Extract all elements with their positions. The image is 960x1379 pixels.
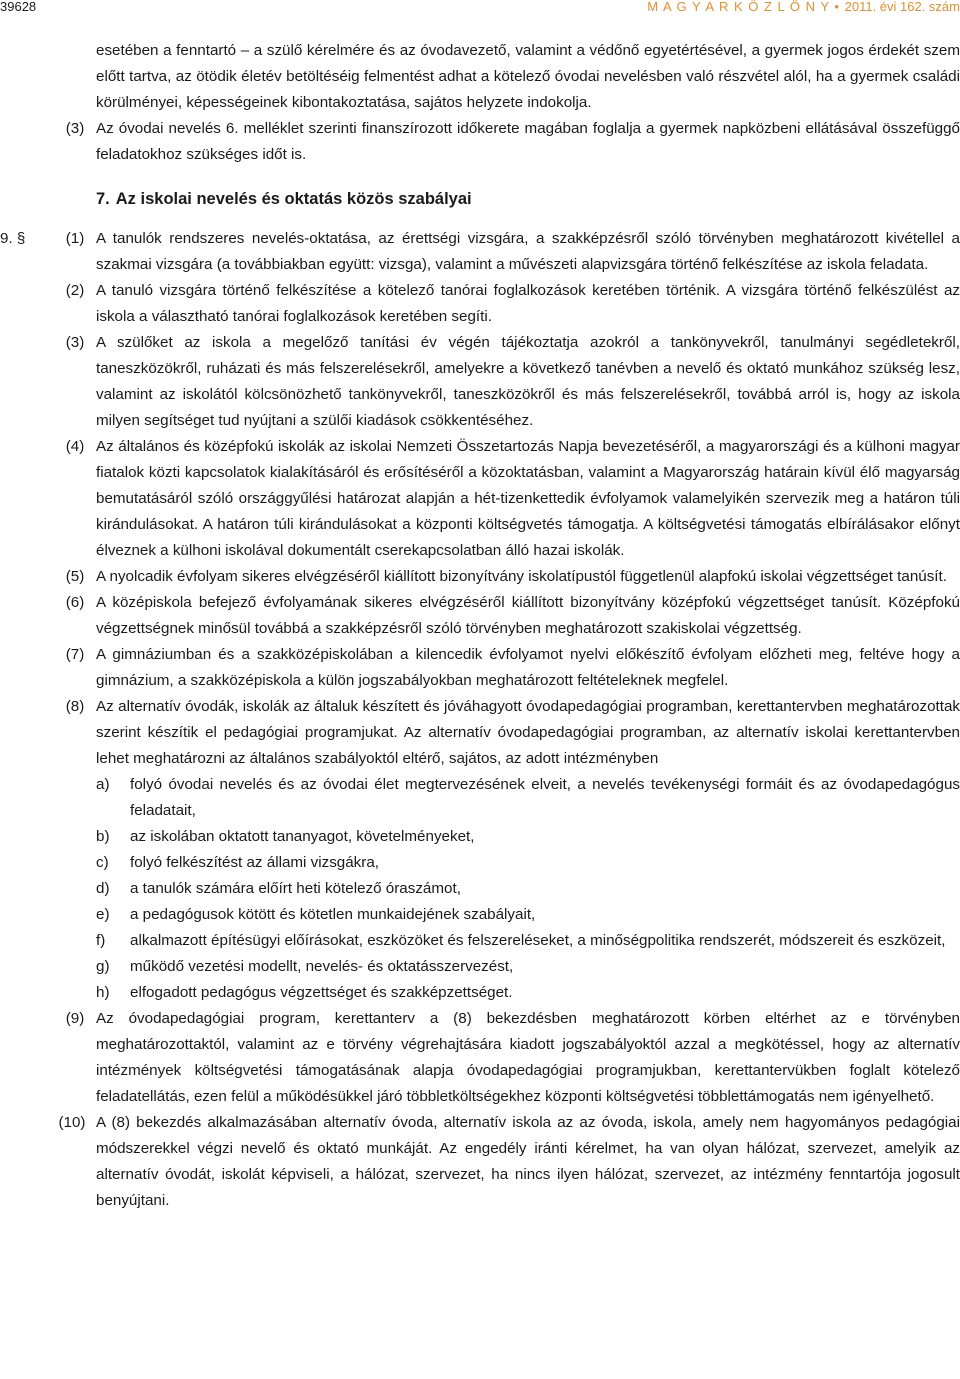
item-label: d) [96,880,110,897]
paragraph-number: (5) [65,568,85,585]
list-item [96,850,960,876]
item-text: folyó óvodai nevelés és az óvodai élet megtervezésének elveit, a nevelés tevékenységi formáit és az óvodapedagógus feladatait, [130,776,960,819]
document-body [0,38,960,1214]
list-item [96,928,960,954]
paragraph-3-intro [0,116,960,168]
item-label: a) [96,776,110,793]
article-9-paragraph-1 [0,226,960,278]
paragraph-text: A középiskola befejező évfolyamának sikeres elvégzéséről kiállított bizonyítvány középfokú végzettséget tanúsít. Középfokú végzettségnek minősül továbbá a szakképzésről szóló törvényben meghatározott szakiskolai végzettség. [96,594,960,637]
section-number: 7. [96,190,110,208]
paragraph-number: (3) [65,120,85,137]
paragraph-number: (7) [65,646,85,663]
paragraph-text: A (8) bekezdés alkalmazásában alternatív óvoda, alternatív iskola az az óvoda, iskola, amely nem hagyományos pedagógiai módszerekkel végzi nevelő és oktató munkáját. Az engedély iránti kérelmet, ha van olyan hálózat, szervezet, amelyik az alternatív óvodát, iskolát képviseli, a hálózat, szervezet, ha nincs ilyen hálózat, szervezet, az intézmény fenntartója jogosult benyújtani. [96,1114,960,1209]
list-item [96,980,960,1006]
paragraph-text: A tanuló vizsgára történő felkészítése a kötelező tanórai foglalkozások keretében történik. A vizsgára történő felkészülést az iskola a választható tanórai foglalkozások keretében segíti. [96,282,960,325]
paragraph-text: Az általános és középfokú iskolák az iskolai Nemzeti Összetartozás Napja bevezetéséről, a magyarországi és a külhoni magyar fiatalok közti kapcsolatok kialakításáról és erősítéséről a közoktatásban, valamint a Magyarország határain kívül élő magyarság bemutatásáról szóló országgyűlési határozat alapján a hét-tizenkettedik évfolyamok valamelyikén szervezik meg a határon túli kirándulásokat. A határon túli kirándulásokat a központi költségvetés támogatja. A költségvetési támogatás elbírálásakor előnyt élveznek a külhoni iskolával dokumentált cserekapcsolatban álló hazai iskolák. [96,438,960,559]
enumerated-list [96,772,960,1006]
paragraph-number: (3) [65,334,85,351]
article-9-paragraph-2 [0,278,960,330]
list-item [96,876,960,902]
item-label: f) [96,932,106,949]
list-item [96,902,960,928]
journal-title [647,0,960,14]
intro-continuation: esetében a fenntartó – a szülő kérelmére és az óvodavezető, valamint a védőnő egyetértésével, a gyermek jogos érdekét szem előtt tartva, az ötödik életév betöltéséig felmentést adhat a kötelező óvodai nevelésben való részvétel alól, ha a gyermek családi körülményei, képességeinek kibontakoztatása, sajátos helyzete indokolja. [96,42,960,111]
list-item [96,954,960,980]
paragraph-number: (1) [65,230,85,247]
item-text: a tanulók számára előírt heti kötelező óraszámot, [130,880,461,897]
article-marker: 9. § [0,230,26,247]
page-header [0,0,960,20]
paragraph-number: (10) [58,1114,86,1131]
list-item [96,772,960,824]
paragraph-number: (2) [65,282,85,299]
paragraph-text: A gimnáziumban és a szakközépiskolában a kilencedik évfolyamot nyelvi előkészítő évfolyam előzheti meg, feltéve hogy a gimnázium, a szakközépiskola a külön jogszabályokban meghatározott feltételeknek megfelel. [96,646,960,689]
item-label: b) [96,828,110,845]
item-text: alkalmazott építésügyi előírásokat, eszközöket és felszereléseket, a minőségpolitika rendszerét, módszereit és eszközeit, [130,932,946,949]
item-text: elfogadott pedagógus végzettséget és szakképzettséget. [130,984,513,1001]
paragraph-number: (4) [65,438,85,455]
item-text: az iskolában oktatott tananyagot, követelményeket, [130,828,475,845]
article-9-paragraph-7 [0,642,960,694]
item-label: h) [96,984,110,1001]
journal-name: M A G Y A R K Ö Z L Ö N Y [647,0,830,14]
article-9-paragraph-8 [0,694,960,1006]
item-label: c) [96,854,109,871]
paragraph-text: Az óvodai nevelés 6. melléklet szerinti finanszírozott időkerete magában foglalja a gyermek napközbeni ellátásával összefüggő feladatokhoz szükséges időt is. [96,120,960,163]
paragraph-text: Az óvodapedagógiai program, kerettanterv a (8) bekezdésben meghatározott körben eltérhet az e törvényben meghatározottaktól, valamint az e törvény végrehajtására kiadott jogszabályoktól azzal a megkötéssel, hogy az alternatív intézmények költségvetési támogatásának alapja óvodapedagógiai programjukban, kerettantervükben foglalt kötelező feladatellátás, ezen felül a működésükkel járó többletköltségekhez központi költségvetési többlettámogatás nem igényelhető. [96,1010,960,1105]
article-9-paragraph-10 [0,1110,960,1214]
issue-number: 2011. évi 162. szám [844,0,960,14]
item-text: a pedagógusok kötött és kötetlen munkaidejének szabályait, [130,906,536,923]
paragraph-text: A nyolcadik évfolyam sikeres elvégzéséről kiállított bizonyítvány iskolatípustól függetlenül alapfokú iskolai végzettséget tanúsít. [96,568,947,585]
paragraph-text: Az alternatív óvodák, iskolák az általuk készített és jóváhagyott óvodapedagógiai programban, kerettantervben meghatározottak szerint készítik el pedagógiai programjukat. Az alternatív óvodapedagógiai programban, az alternatív iskolai kerettantervben lehet meghatározni az általános szabályoktól eltérő, sajátos, az adott intézményben [96,698,960,767]
article-9-paragraph-5 [0,564,960,590]
section-title: Az iskolai nevelés és oktatás közös szabályai [115,190,472,208]
section-heading [0,186,960,212]
paragraph-text: A szülőket az iskola a megelőző tanítási év végén tájékoztatja azokról a tankönyvekről, tanulmányi segédletekről, taneszközökről, ruházati és más felszerelésekről, amelyekre a következő tanévben a nevelő és oktató munkához szükség lesz, valamint az iskolától kölcsönözhető tankönyvekről, taneszközökről és más felszerelésekről, továbbá arról is, hogy az iskola milyen segítséget tud nyújtani a szülői kiadások csökkentéséhez. [96,334,960,429]
item-label: e) [96,906,110,923]
paragraph-text: A tanulók rendszeres nevelés-oktatása, az érettségi vizsgára, a szakképzésről szóló törvényben meghatározott kivétellel a szakmai vizsgára (a továbbiakban együtt: vizsga), valamint a művészeti alapvizsgára történő felkészítése az iskola feladata. [96,230,960,273]
paragraph-number: (6) [65,594,85,611]
item-text: folyó felkészítést az állami vizsgákra, [130,854,379,871]
paragraph-number: (9) [65,1010,85,1027]
item-label: g) [96,958,110,975]
article-9-paragraph-9 [0,1006,960,1110]
item-text: működő vezetési modellt, nevelés- és oktatásszervezést, [130,958,514,975]
article-9-paragraph-4 [0,434,960,564]
article-9-paragraph-6 [0,590,960,642]
paragraph-number: (8) [65,698,85,715]
page-number: 39628 [0,0,37,14]
article-9-paragraph-3 [0,330,960,434]
list-item [96,824,960,850]
header-bullet: • [834,0,840,14]
